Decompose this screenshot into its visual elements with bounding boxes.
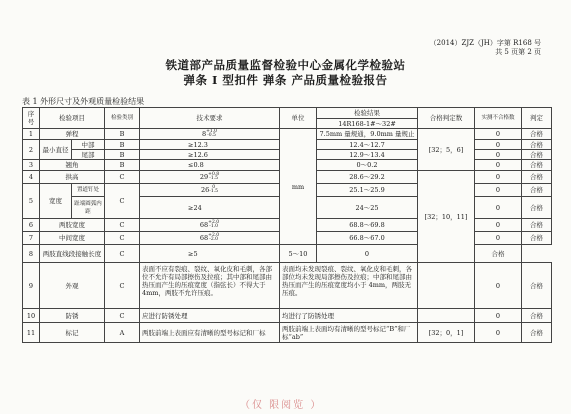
- row-actual: 0: [475, 171, 522, 184]
- row-result: 两肢前端上表面均有清晰的型号标记“B”和厂标“ab”: [280, 323, 418, 343]
- row-category: A: [105, 323, 140, 343]
- report-title-org: 铁道部产品质量监督检验中心金属化学检验站: [165, 58, 406, 72]
- row-verdict: 合格: [522, 263, 552, 309]
- row-tech-req: [140, 232, 280, 245]
- req-lower-tolerance: -1.5: [209, 189, 218, 194]
- row-seq: 6: [23, 219, 40, 232]
- req-base: 8: [201, 130, 207, 138]
- row-result: 0～0.2: [317, 160, 418, 171]
- row-subitem: 置道钉处: [72, 184, 105, 197]
- row-actual: 0: [475, 232, 522, 245]
- col-header-unit: 单位: [280, 108, 317, 129]
- inspection-results-table: [22, 107, 552, 343]
- row-seq: 8: [23, 245, 40, 263]
- row-tech-req: 表面不应有裂痕、裂纹、氧化皮和毛刺，各部位不允许有局部擦伤及拉痕；其中部和尾部由热压而产生的压痕宽度（指弦长）不得大于 4mm，两肢不允许压痕。: [140, 263, 280, 309]
- row-item: 两肢宽度: [40, 219, 105, 232]
- col-header-judgement: 合格判定数: [418, 108, 475, 129]
- row-subitem: 尾部: [72, 150, 105, 160]
- row-tech-req: 两肢前端上表面应有清晰的型号标记和厂标: [140, 323, 280, 343]
- row-verdict: 合格: [522, 323, 552, 343]
- table-caption: 表 1 外形尺寸及外观质量检验结果: [22, 97, 145, 106]
- row-actual: 0: [475, 150, 522, 160]
- row-tech-req: [140, 171, 280, 184]
- req-upper-tolerance: 0: [212, 185, 216, 190]
- req-upper-tolerance: +0.8: [208, 172, 220, 177]
- row-tech-req: [140, 129, 280, 140]
- row-verdict: 合格: [522, 129, 552, 140]
- col-header-actual: 实测不合格数: [475, 108, 522, 129]
- row-result: 28.6～29.2: [317, 171, 418, 184]
- row-tech-req: ≥12.6: [140, 150, 280, 160]
- row-result: 均进行了防锈处理: [280, 309, 418, 323]
- col-header-seq: 序号: [23, 108, 40, 129]
- req-lower-tolerance: -2.0: [209, 237, 218, 242]
- row-result: 68.8～69.8: [317, 219, 418, 232]
- row-category: C: [105, 171, 140, 184]
- row-result: 12.4～12.7: [317, 140, 418, 150]
- row-result: 表面均未发现裂痕、裂纹、氧化皮和毛刺，各部位均未发现局部擦伤及拉痕；中部和尾部由热压而产生的压痕宽度均小于 4mm，两肢无压痕。: [280, 263, 418, 309]
- row-actual: 0: [475, 263, 522, 309]
- row-verdict: 合格: [522, 184, 552, 197]
- row-actual: 0: [475, 197, 522, 219]
- row-verdict: 合格: [522, 219, 552, 232]
- row-verdict: 合格: [522, 140, 552, 150]
- row-actual: 0: [475, 323, 522, 343]
- row-item: 宽度: [40, 184, 72, 219]
- row-item: 中间宽度: [40, 232, 105, 245]
- row-item: 最小直径: [40, 140, 72, 160]
- row-seq: 2: [23, 140, 40, 160]
- row-actual: 0: [317, 245, 418, 263]
- row-seq: 5: [23, 184, 40, 219]
- row-judgement: [32；0，1]: [418, 323, 475, 343]
- row-category: C: [105, 219, 140, 232]
- report-number: （2014）ZJZ（JH）字第 R168 号: [429, 39, 541, 47]
- row-tech-req: ≥5: [140, 245, 280, 263]
- row-category: C: [105, 184, 140, 219]
- col-header-category: 检验类别: [105, 108, 140, 129]
- row-seq: 11: [23, 323, 40, 343]
- report-reference: [430, 39, 541, 57]
- row-result: 5～10: [280, 245, 317, 263]
- req-base: 29: [199, 173, 209, 181]
- req-base: 26: [201, 186, 210, 194]
- row-tech-req: 应进行防锈处理: [140, 309, 280, 323]
- row-seq: 10: [23, 309, 40, 323]
- row-result: 24～25: [317, 197, 418, 219]
- row-category: C: [105, 263, 140, 309]
- row-seq: 9: [23, 263, 40, 309]
- row-judgement-empty: [418, 309, 475, 323]
- table-row: [23, 129, 552, 140]
- col-header-item: 检验项目: [40, 108, 105, 129]
- row-tech-req: ≥24: [140, 197, 280, 219]
- row-item: 标记: [40, 323, 105, 343]
- col-header-tech-req: 技术要求: [140, 108, 280, 129]
- row-category: B: [105, 160, 140, 171]
- req-upper-tolerance: +1.0: [206, 129, 218, 134]
- row-result: 66.8～67.0: [317, 232, 418, 245]
- row-verdict: 合格: [522, 232, 552, 245]
- row-category: C: [105, 309, 140, 323]
- row-tech-req: [140, 219, 280, 232]
- row-item: 两肢直线段接触长度: [40, 245, 105, 263]
- page-counter: 共 5 页第 2 页: [495, 48, 541, 56]
- report-title-product: 弹条 I 型扣件 弹条 产品质量检验报告: [183, 73, 388, 87]
- row-item: 翘角: [40, 160, 105, 171]
- col-header-result-range: 14R168-1#～32#: [317, 119, 418, 129]
- row-result: 25.1～25.9: [317, 184, 418, 197]
- table-header-row: [23, 108, 552, 119]
- table-row: [23, 263, 552, 309]
- judgement-group-1: [32；5，6]: [418, 129, 475, 171]
- row-tech-req: ≥12.3: [140, 140, 280, 150]
- row-actual: 0: [475, 184, 522, 197]
- req-lower-tolerance: -0.5: [207, 133, 216, 138]
- row-category: B: [105, 140, 140, 150]
- col-header-verdict: 判定: [522, 108, 552, 129]
- req-base: 68: [199, 221, 209, 229]
- row-category: B: [105, 129, 140, 140]
- row-item: 外观: [40, 263, 105, 309]
- row-actual: 0: [475, 309, 522, 323]
- row-verdict: 合格: [522, 160, 552, 171]
- req-lower-tolerance: -1.0: [209, 224, 218, 229]
- table-row: [23, 323, 552, 343]
- row-subitem: 中部: [72, 140, 105, 150]
- col-header-result: 检验结果: [317, 108, 418, 119]
- row-category: C: [105, 232, 140, 245]
- judgement-group-2: [32；10，11]: [418, 171, 475, 263]
- row-category: B: [105, 150, 140, 160]
- row-actual: 0: [475, 129, 522, 140]
- row-verdict: 合格: [522, 150, 552, 160]
- row-verdict: 合格: [522, 171, 552, 184]
- row-actual: 0: [475, 140, 522, 150]
- row-item: 弹程: [40, 129, 105, 140]
- row-seq: 4: [23, 171, 40, 184]
- row-tech-req: ≤0.8: [140, 160, 280, 171]
- row-item: 拱高: [40, 171, 105, 184]
- req-lower-tolerance: -1.5: [209, 176, 218, 181]
- row-subitem: 趾端圆弧内距: [72, 197, 105, 219]
- req-upper-tolerance: +2.0: [208, 220, 220, 225]
- req-upper-tolerance: +2.0: [208, 233, 220, 238]
- row-result: 7.5mm 量规通，9.0mm 量规止: [317, 129, 418, 140]
- table-row: [23, 309, 552, 323]
- row-tech-req: [140, 184, 280, 197]
- row-actual: 0: [475, 160, 522, 171]
- unit-cell: mm: [280, 129, 317, 245]
- row-seq: 3: [23, 160, 40, 171]
- row-result: 12.9～13.4: [317, 150, 418, 160]
- row-verdict: 合格: [475, 245, 522, 263]
- row-verdict: 合格: [522, 197, 552, 219]
- stamp-watermark: （仅 限阅览 ）: [240, 400, 323, 411]
- row-verdict: 合格: [522, 309, 552, 323]
- row-actual: 0: [475, 219, 522, 232]
- req-base: 68: [199, 234, 209, 242]
- row-judgement-empty: [418, 263, 475, 309]
- row-item: 防锈: [40, 309, 105, 323]
- row-seq: 7: [23, 232, 40, 245]
- row-category: C: [105, 245, 140, 263]
- row-seq: 1: [23, 129, 40, 140]
